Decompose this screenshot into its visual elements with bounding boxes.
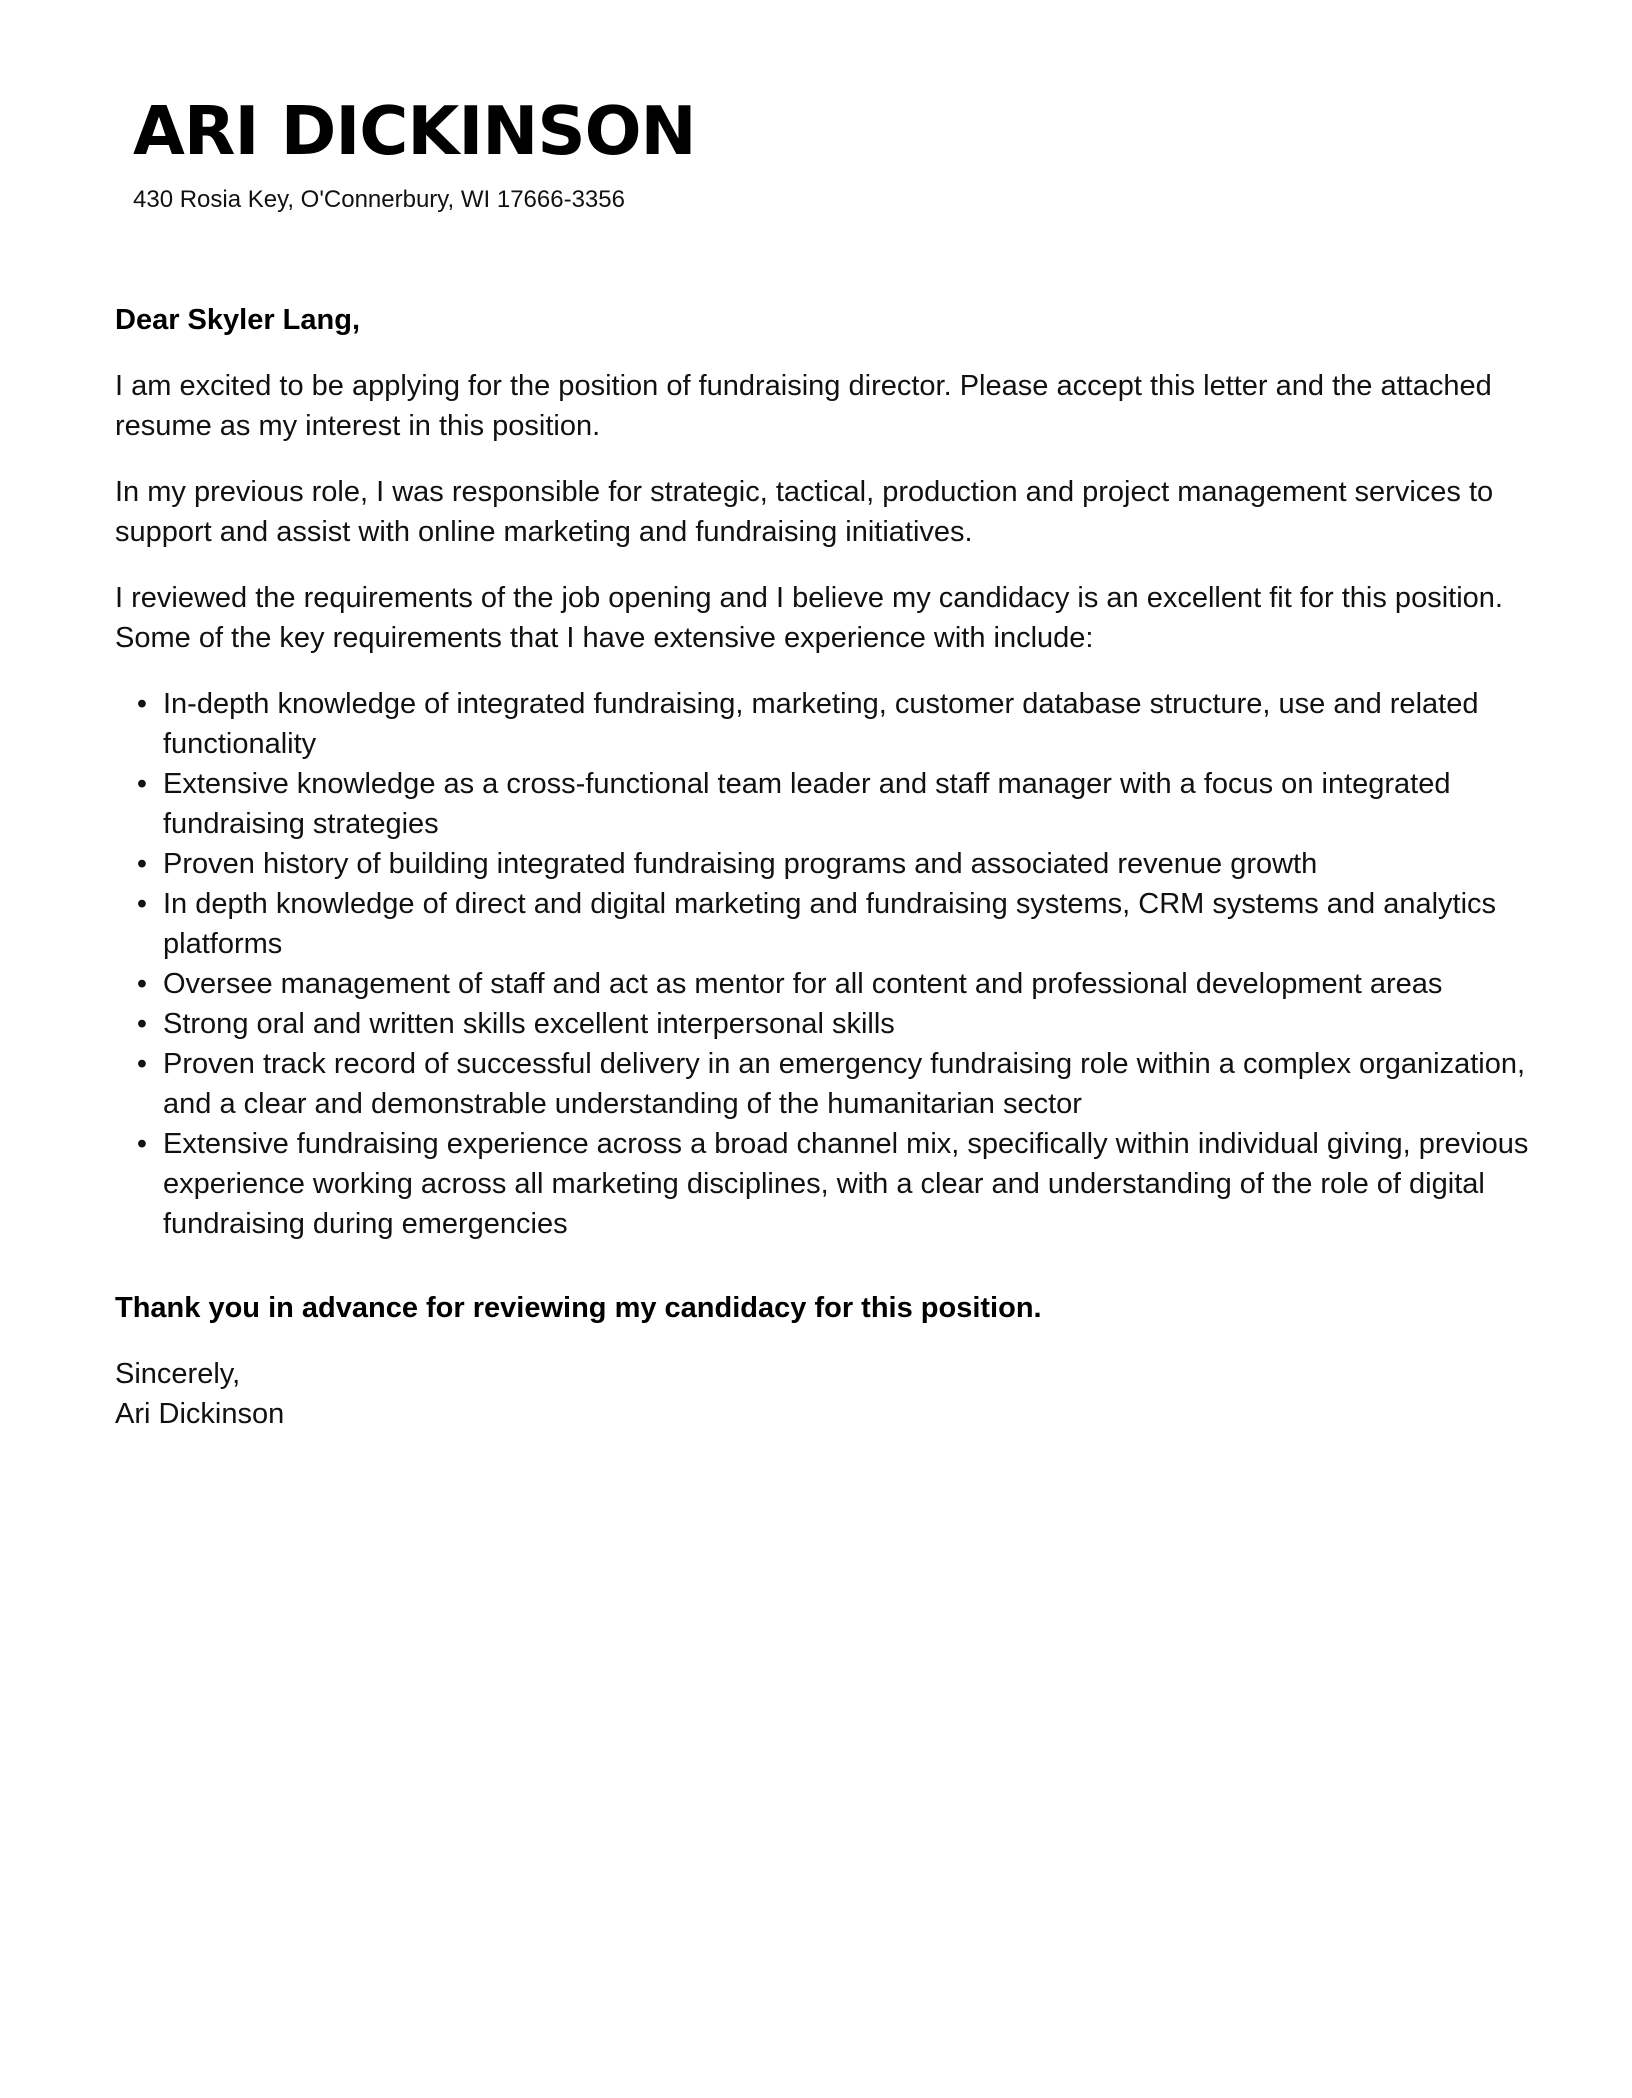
requirements-list bbox=[115, 684, 1535, 1244]
requirement-item bbox=[136, 884, 1535, 964]
signoff bbox=[115, 1354, 1535, 1434]
bullet-icon: • bbox=[136, 848, 148, 880]
requirement-text: Extensive knowledge as a cross-functional team leader and staff manager with a focus on integrated fundraising strategies bbox=[163, 768, 1451, 840]
paragraph-intro: I am excited to be applying for the position of fundraising director. Please accept this letter and the attached resume as my interest in this position. bbox=[115, 370, 1492, 442]
requirement-item bbox=[136, 964, 1535, 1004]
salutation: Dear Skyler Lang, bbox=[115, 304, 360, 336]
requirement-text: In depth knowledge of direct and digital marketing and fundraising systems, CRM systems and analytics platforms bbox=[163, 888, 1497, 960]
letter-body bbox=[115, 300, 1535, 1434]
requirement-text: Proven history of building integrated fundraising programs and associated revenue growth bbox=[163, 848, 1318, 880]
bullet-icon: • bbox=[136, 888, 148, 920]
bullet-icon: • bbox=[136, 1128, 148, 1160]
requirement-text: Strong oral and written skills excellent interpersonal skills bbox=[163, 1008, 895, 1040]
requirement-text: Proven track record of successful delivery in an emergency fundraising role within a complex organization, and a clear and demonstrable understanding of the humanitarian sector bbox=[163, 1048, 1526, 1120]
closing-statement: Thank you in advance for reviewing my candidacy for this position. bbox=[115, 1292, 1042, 1324]
requirement-item bbox=[136, 764, 1535, 844]
applicant-address: 430 Rosia Key, O'Connerbury, WI 17666-3356 bbox=[133, 186, 625, 213]
signoff-text: Sincerely, bbox=[115, 1358, 241, 1390]
requirement-item bbox=[136, 1124, 1535, 1244]
requirement-item bbox=[136, 1004, 1535, 1044]
bullet-icon: • bbox=[136, 1008, 148, 1040]
requirement-item bbox=[136, 1044, 1535, 1124]
applicant-name: ARI DICKINSON bbox=[133, 92, 696, 170]
requirement-text: Oversee management of staff and act as mentor for all content and professional development areas bbox=[163, 968, 1443, 1000]
requirement-text: Extensive fundraising experience across a broad channel mix, specifically within individual giving, previous experience working across all marketing disciplines, with a clear and understanding of the role of digital fundraising during emergencies bbox=[163, 1128, 1529, 1240]
bullet-icon: • bbox=[136, 968, 148, 1000]
letter-header bbox=[133, 88, 696, 216]
bullet-icon: • bbox=[136, 768, 148, 800]
paragraph-previous-role: In my previous role, I was responsible for strategic, tactical, production and project management services to support and assist with online marketing and fundraising initiatives. bbox=[115, 476, 1494, 548]
requirement-item bbox=[136, 844, 1535, 884]
bullet-icon: • bbox=[136, 688, 148, 720]
bullet-icon: • bbox=[136, 1048, 148, 1080]
requirement-text: In-depth knowledge of integrated fundraising, marketing, customer database structure, use and related functionality bbox=[163, 688, 1479, 760]
paragraph-requirements-intro: I reviewed the requirements of the job opening and I believe my candidacy is an excellent fit for this position. Some of the key requirements that I have extensive experience with include: bbox=[115, 582, 1503, 654]
requirement-item bbox=[136, 684, 1535, 764]
signature-name: Ari Dickinson bbox=[115, 1398, 285, 1430]
